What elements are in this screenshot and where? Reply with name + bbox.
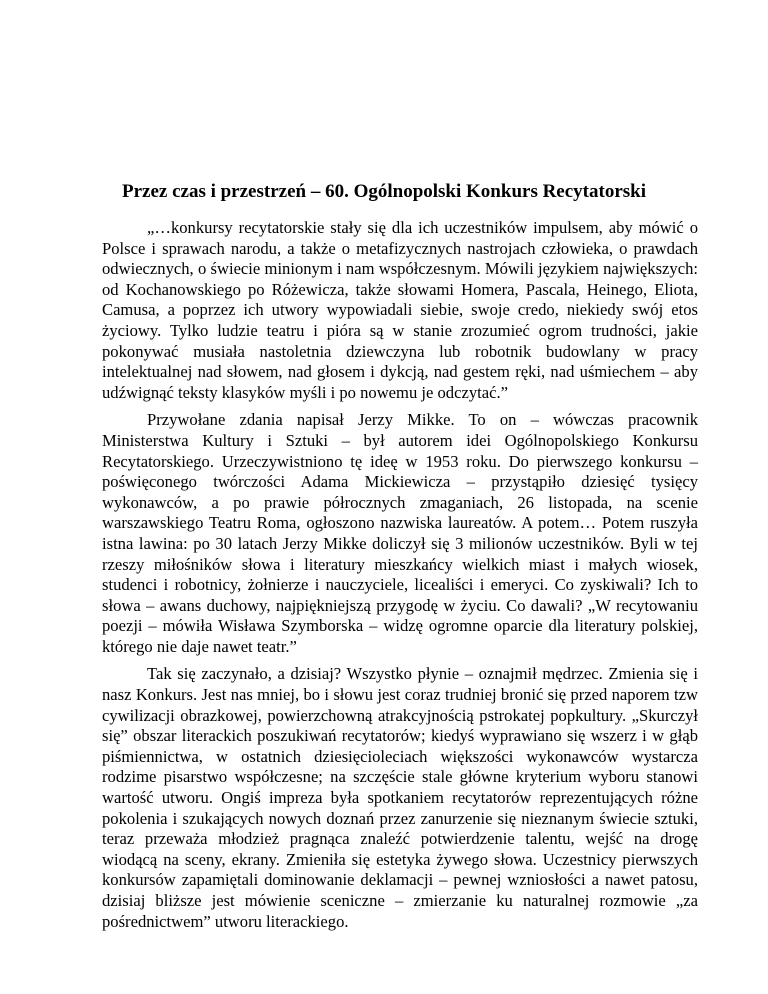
paragraph-today: Tak się zaczynało, a dzisiaj? Wszystko płynie – oznajmił mędrzec. Zmienia się i nasz Konkurs. Jest nas mniej, bo i słowu jest coraz trudniej bronić się przed naporem tzw cywilizacji obrazkowej, powierzchowną atrakcyjnością pstrokatej popkultury. „Skurczył się” obszar literackich poszukiwań recytatorów; kiedyś wyprawiano się wszerz i w głąb piśmiennictwa, w ostatnich dziesięcioleciach większości wykonawców wystarcza rodzime pisarstwo współczesne; na szczęście stale główne kryterium wyboru stanowi wartość utworu. Ongiś impreza była spotkaniem recytatorów reprezentujących różne pokolenia i szukających nowych doznań przez zanurzenie się nieznanym świecie sztuki, teraz przeważa młodzież pragnąca znaleźć potwierdzenie talentu, wejść na drogę wiodącą na sceny, ekrany. Zmieniła się estetyka żywego słowa. Uczestnicy pierwszych konkursów zapamiętali dominowanie deklamacji – pewnej wzniosłości a nawet patosu, dzisiaj bliższe jest mówienie sceniczne – zmierzanie ku naturalnej rozmowie „za pośrednictwem” utworu literackiego. [102,664,698,931]
paragraph-quote: „…konkursy recytatorskie stały się dla ich uczestników impulsem, aby mówić o Polsce i sprawach narodu, a także o metafizycznych nastrojach człowieka, o prawdach odwiecznych, o świecie minionym i nam współczesnym. Mówili językiem największych: od Kochanowskiego po Różewicza, także słowami Homera, Pascala, Heinego, Eliota, Camusa, a poprzez ich utwory wypowiadali siebie, swoje credo, niekiedy swój etos życiowy. Tylko ludzie teatru i pióra są w stanie zrozumieć ogrom trudności, jakie pokonywać musiała nastoletnia dziewczyna lub robotnik budowlany w pracy intelektualnej nad słowem, nad głosem i dykcją, nad gestem ręki, nad uśmiechem – aby udźwignąć teksty klasyków myśli i po nowemu je odczytać.” [102,218,698,402]
document-title: Przez czas i przestrzeń – 60. Ogólnopolski Konkurs Recytatorski [121,181,646,202]
paragraph-history: Przywołane zdania napisał Jerzy Mikke. To on – wówczas pracownik Ministerstwa Kultury i Sztuki – był autorem idei Ogólnopolskiego Konkursu Recytatorskiego. Urzeczywistniono tę ideę w 1953 roku. Do pierwszego konkursu – poświęconego twórczości Adama Mickiewicza – przystąpiło dziesięć tysięcy wykonawców, a po prawie półrocznych zmaganiach, 26 listopada, na scenie warszawskiego Teatru Roma, ogłoszono nazwiska laureatów. A potem… Potem ruszyła istna lawina: po 30 latach Jerzy Mikke doliczył się 3 milionów uczestników. Byli w tej rzeszy miłośników słowa i literatury mieszkańcy wielkich miast i małych wiosek, studenci i robotnicy, żołnierze i nauczyciele, licealiści i emeryci. Co zyskiwali? Ich to słowa – awans duchowy, najpiękniejszą przygodę w życiu. Co dawali? „W recytowaniu poezji – mówiła Wisława Szymborska – widzę ogromne oparcie dla literatury polskiej, którego nie daje nawet teatr.” [102,410,698,656]
document-body [102,218,698,939]
